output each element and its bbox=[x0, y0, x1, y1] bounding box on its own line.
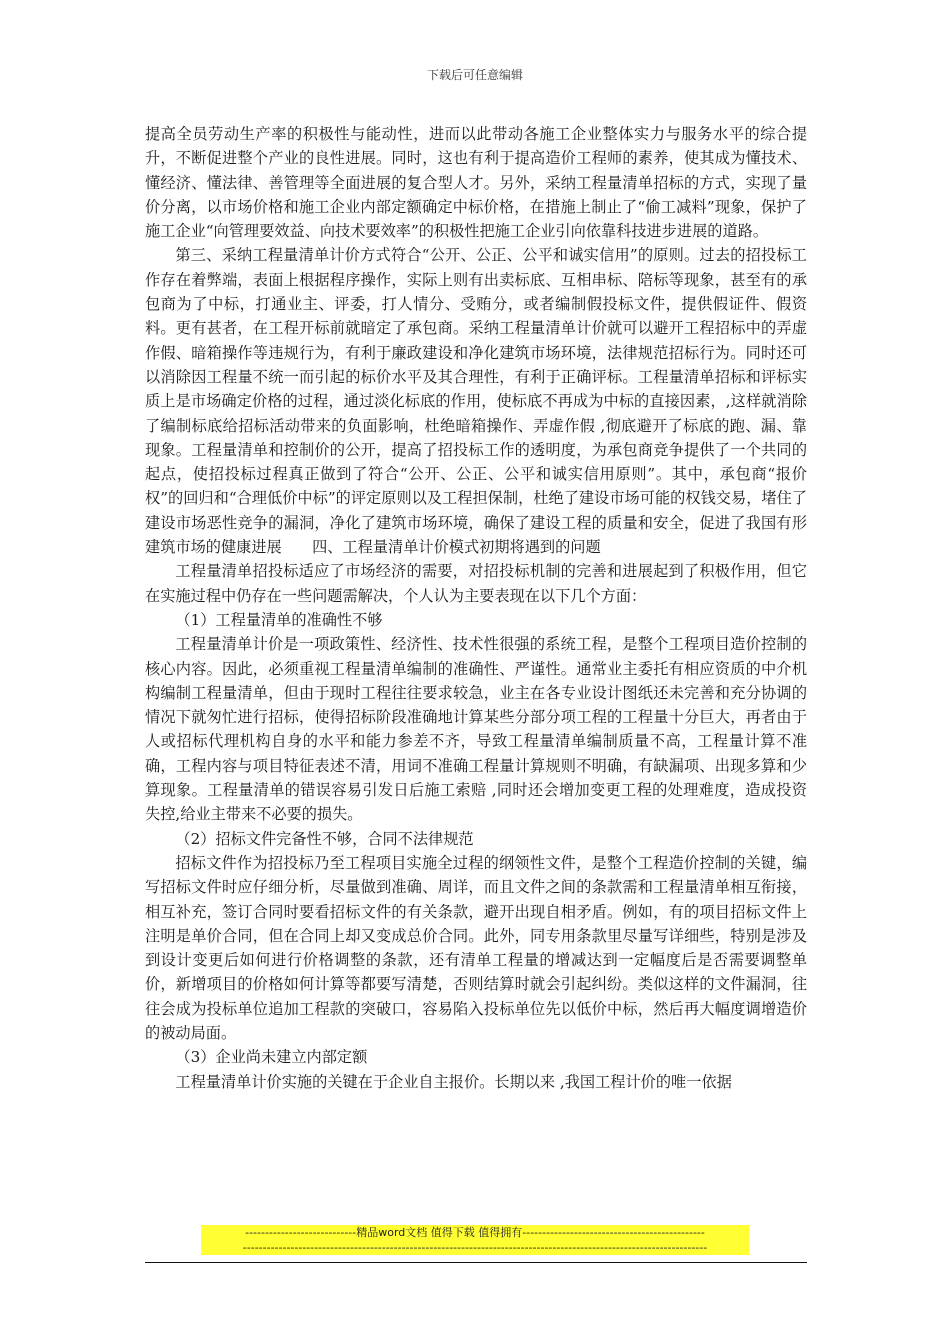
paragraph: 工程量清单计价是一项政策性、经济性、技术性很强的系统工程，是整个工程项目造价控制的核心内容。因此，必须重视工程量清单编制的准确性、严谨性。通常业主委托有相应资质的中介机构编制工程量清单，但由于现时工程往往要求较急，业主在各专业设计图纸还未完善和充分协调的情况下就匆忙进行招标，使得招标阶段准确地计算某些分部分项工程的工程量十分巨大，再者由于人或招标代理机构自身的水平和能力参差不齐，导致工程量清单编制质量不高，工程量计算不准确，工程内容与项目特征表述不清，用词不准确工程量计算规则不明确，有缺漏项、出现多算和少算现象。工程量清单的错误容易引发日后施工索赔 ,同时还会增加变更工程的处理难度，造成投资失控,给业主带来不必要的损失。 bbox=[145, 635, 807, 824]
document-body bbox=[145, 122, 807, 1094]
paragraph: 招标文件作为招投标乃至工程项目实施全过程的纲领性文件，是整个工程造价控制的关键，编写招标文件时应仔细分析，尽量做到准确、周详，而且文件之间的条款需和工程量清单相互衔接，相互补充，签订合同时要看招标文件的有关条款，避开出现自相矛盾。例如，有的项目招标文件上注明是单价合同，但在合同上却又变成总价合同。此外，同专用条款里尽量写详细些，特别是涉及到设计变更后如何进行价格调整的条款，还有清单工程量的增减达到一定幅度后是否需要调整单价，新增项目的价格如何计算等都要写清楚，否则结算时就会引起纠纷。类似这样的文件漏洞，往往会成为投标单位追加工程款的突破口，容易陷入投标单位先以低价中标，然后再大幅度调增造价的被动局面。 bbox=[145, 853, 807, 1042]
footer-banner-line: --------------------------------------------------------------------------------------------------------------------- bbox=[242, 1241, 708, 1254]
section-heading: （3）企业尚未建立内部定额 bbox=[175, 1048, 368, 1067]
section-heading: （1）工程量清单的准确性不够 bbox=[175, 610, 383, 629]
paragraph: 提高全员劳动生产率的积极性与能动性，进而以此带动各施工企业整体实力与服务水平的综合提升，不断促进整个产业的良性进展。同时，这也有利于提高造价工程师的素养，使其成为懂技术、懂经济、懂法律、善管理等全面进展的复合型人才。另外，采纳工程量清单招标的方式，实现了量价分离，以市场价格和施工企业内部定额确定中标价格，在措施上制止了“偷工减料”现象，保护了施工企业“向管理要效益、向技术要效率”的积极性把施工企业引向依靠科技进步进展的道路。 bbox=[145, 125, 807, 241]
page-header: 下载后可任意编辑 bbox=[426, 68, 523, 82]
paragraph: 工程量清单招投标适应了市场经济的需要，对招投标机制的完善和进展起到了积极作用，但它在实施过程中仍存在一些问题需解决，个人认为主要表现在以下几个方面： bbox=[145, 562, 807, 605]
section-heading: （2）招标文件完备性不够，合同不法律规范 bbox=[175, 829, 474, 848]
paragraph: 工程量清单计价实施的关键在于企业自主报价。长期以来 ,我国工程计价的唯一依据 bbox=[175, 1072, 732, 1091]
footer-divider bbox=[145, 1262, 807, 1263]
paragraph: 第三、采纳工程量清单计价方式符合“公开、公正、公平和诚实信用”的原则。过去的招投标工作存在着弊端，表面上根据程序操作，实际上则有出卖标底、互相串标、陪标等现象，甚至有的承包商为了中标，打通业主、评委，打人情分、受贿分，或者编制假投标文件，提供假证件、假资料。更有甚者，在工程开标前就暗定了承包商。采纳工程量清单计价就可以避开工程招标中的弄虚作假、暗箱操作等违规行为，有利于廉政建设和净化建筑市场环境，法律规范招标行为。同时还可以消除因工程量不统一而引起的标价水平及其合理性，有利于正确评标。工程量清单招标和评标实质上是市场确定价格的过程，通过淡化标底的作用，使标底不再成为中标的直接因素，,这样就消除了编制标底给招标活动带来的负面影响，杜绝暗箱操作、弄虚作假 ,彻底避开了标底的跑、漏、靠现象。工程量清单和控制价的公开，提高了招投标工作的透明度，为承包商竞争提供了一个共同的起点，使招投标过程真正做到了符合“公开、公正、公平和诚实信用原则”。其中，承包商“报价权”的回归和“合理低价中标”的评定原则以及工程担保制，杜绝了建设市场可能的权钱交易，堵住了建设市场恶性竞争的漏洞，净化了建筑市场环境，确保了建设工程的质量和安全，促进了我国有形建筑市场的健康进展 四、工程量清单计价模式初期将遇到的问题 bbox=[145, 246, 807, 557]
footer-banner-line: ----------------------------精品word文档 值得下载 值得拥有---------------------------------------------- bbox=[245, 1226, 705, 1239]
footer-banner bbox=[201, 1225, 749, 1255]
